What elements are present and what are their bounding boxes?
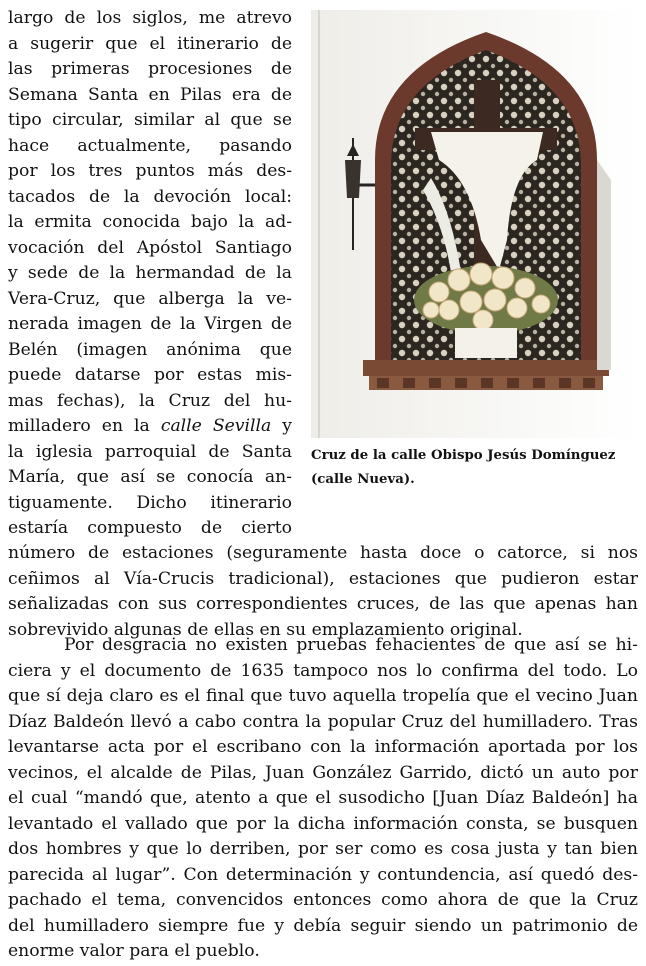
text-line: Díaz Baldeón llevó a cabo contra la popular Cruz del humilladero. Tras: [8, 711, 638, 732]
text-line: dos hombres y que lo derriben, por ser como es cosa justa y tan bien: [8, 839, 638, 859]
text-line: enorme valor para el pueblo.: [8, 941, 260, 961]
text-line: estaría compuesto de cierto: [8, 518, 292, 538]
text-line: Belén (imagen anónima que: [8, 339, 292, 360]
text-line: vocación del Apóstol Santiago: [8, 237, 292, 258]
caption-line: Cruz de la calle Obispo Jesús Domínguez: [311, 448, 616, 463]
text-line: señalizadas con sus correspondientes cruces, de las que apenas han: [8, 594, 638, 614]
text-line: levantarse acta por el escribano con la información aportada por los: [8, 737, 638, 757]
text-line: ceñimos al Vía-Crucis tradicional), estaciones que pudieron estar: [8, 568, 638, 589]
text-line: Por desgracia no existen pruebas fehacientes de que así se hi-: [64, 635, 638, 655]
text-line: María, que así se conocía an-: [8, 467, 292, 487]
paragraph-1-column: [8, 6, 292, 542]
text-segment: milladero en la: [8, 416, 150, 436]
text-line: que sí deja claro es el final que tuvo aquella tropelía que el vecino Juan: [8, 686, 638, 706]
text-line: parecida al lugar”. Con determinación y contundencia, así quedó des-: [8, 864, 638, 885]
text-line: la iglesia parroquial de Santa: [8, 441, 292, 462]
text-line: la ermita conocida bajo la ad-: [8, 212, 292, 232]
text-line: largo de los siglos, me atrevo: [8, 8, 292, 28]
text-line: por los tres puntos más des-: [8, 161, 292, 181]
text-line: tiguamente. Dicho itinerario: [8, 492, 292, 513]
text-line: sobrevivido algunas de ellas en su emplazamiento original.: [8, 619, 523, 640]
paragraph-1-continuation: [8, 541, 638, 643]
text-line: nerada imagen de la Virgen de: [8, 314, 292, 334]
text-line: puede datarse por estas mis-: [8, 365, 292, 385]
text-line: Semana Santa en Pilas era de: [8, 84, 292, 105]
text-line: mas fechas), la Cruz del hu-: [8, 390, 292, 411]
shrine-illustration: [311, 10, 639, 438]
text-line-with-italic: [8, 414, 292, 440]
text-line: levantado el vallado que por la dicha información consta, se busquen: [8, 813, 638, 834]
text-line: a sugerir que el itinerario de: [8, 33, 292, 54]
caption-line: (calle Nueva).: [311, 472, 415, 487]
text-line: Vera-Cruz, que alberga la ve-: [8, 288, 292, 309]
text-line: hace actualmente, pasando: [8, 135, 292, 156]
text-line: tipo circular, similar al que se: [8, 110, 292, 130]
text-line: ciera y el documento de 1635 tampoco nos lo confirma del todo. Lo: [8, 660, 638, 681]
italic-street-name: calle Sevilla: [160, 416, 272, 436]
paragraph-2: [8, 633, 638, 965]
text-line: número de estaciones (seguramente hasta doce o catorce, si nos: [8, 543, 638, 563]
text-line: las primeras procesiones de: [8, 59, 292, 79]
text-segment: y: [271, 416, 292, 436]
text-line: vecinos, el alcalde de Pilas, Juan González Garrido, dictó un auto por: [8, 762, 638, 783]
text-line: y sede de la hermandad de la: [8, 263, 292, 283]
text-line: pachado el tema, convencidos entonces como ahora de que la Cruz: [8, 890, 638, 910]
text-line: tacados de la devoción local:: [8, 186, 292, 207]
cross-shrine-photo: [311, 10, 639, 438]
photo-caption: [311, 444, 641, 492]
text-line: el cual “mandó que, atento a que el susodicho [Juan Díaz Baldeón] ha: [8, 788, 638, 808]
text-line: del humilladero siempre fue y debía seguir siendo un patrimonio de: [8, 915, 638, 936]
